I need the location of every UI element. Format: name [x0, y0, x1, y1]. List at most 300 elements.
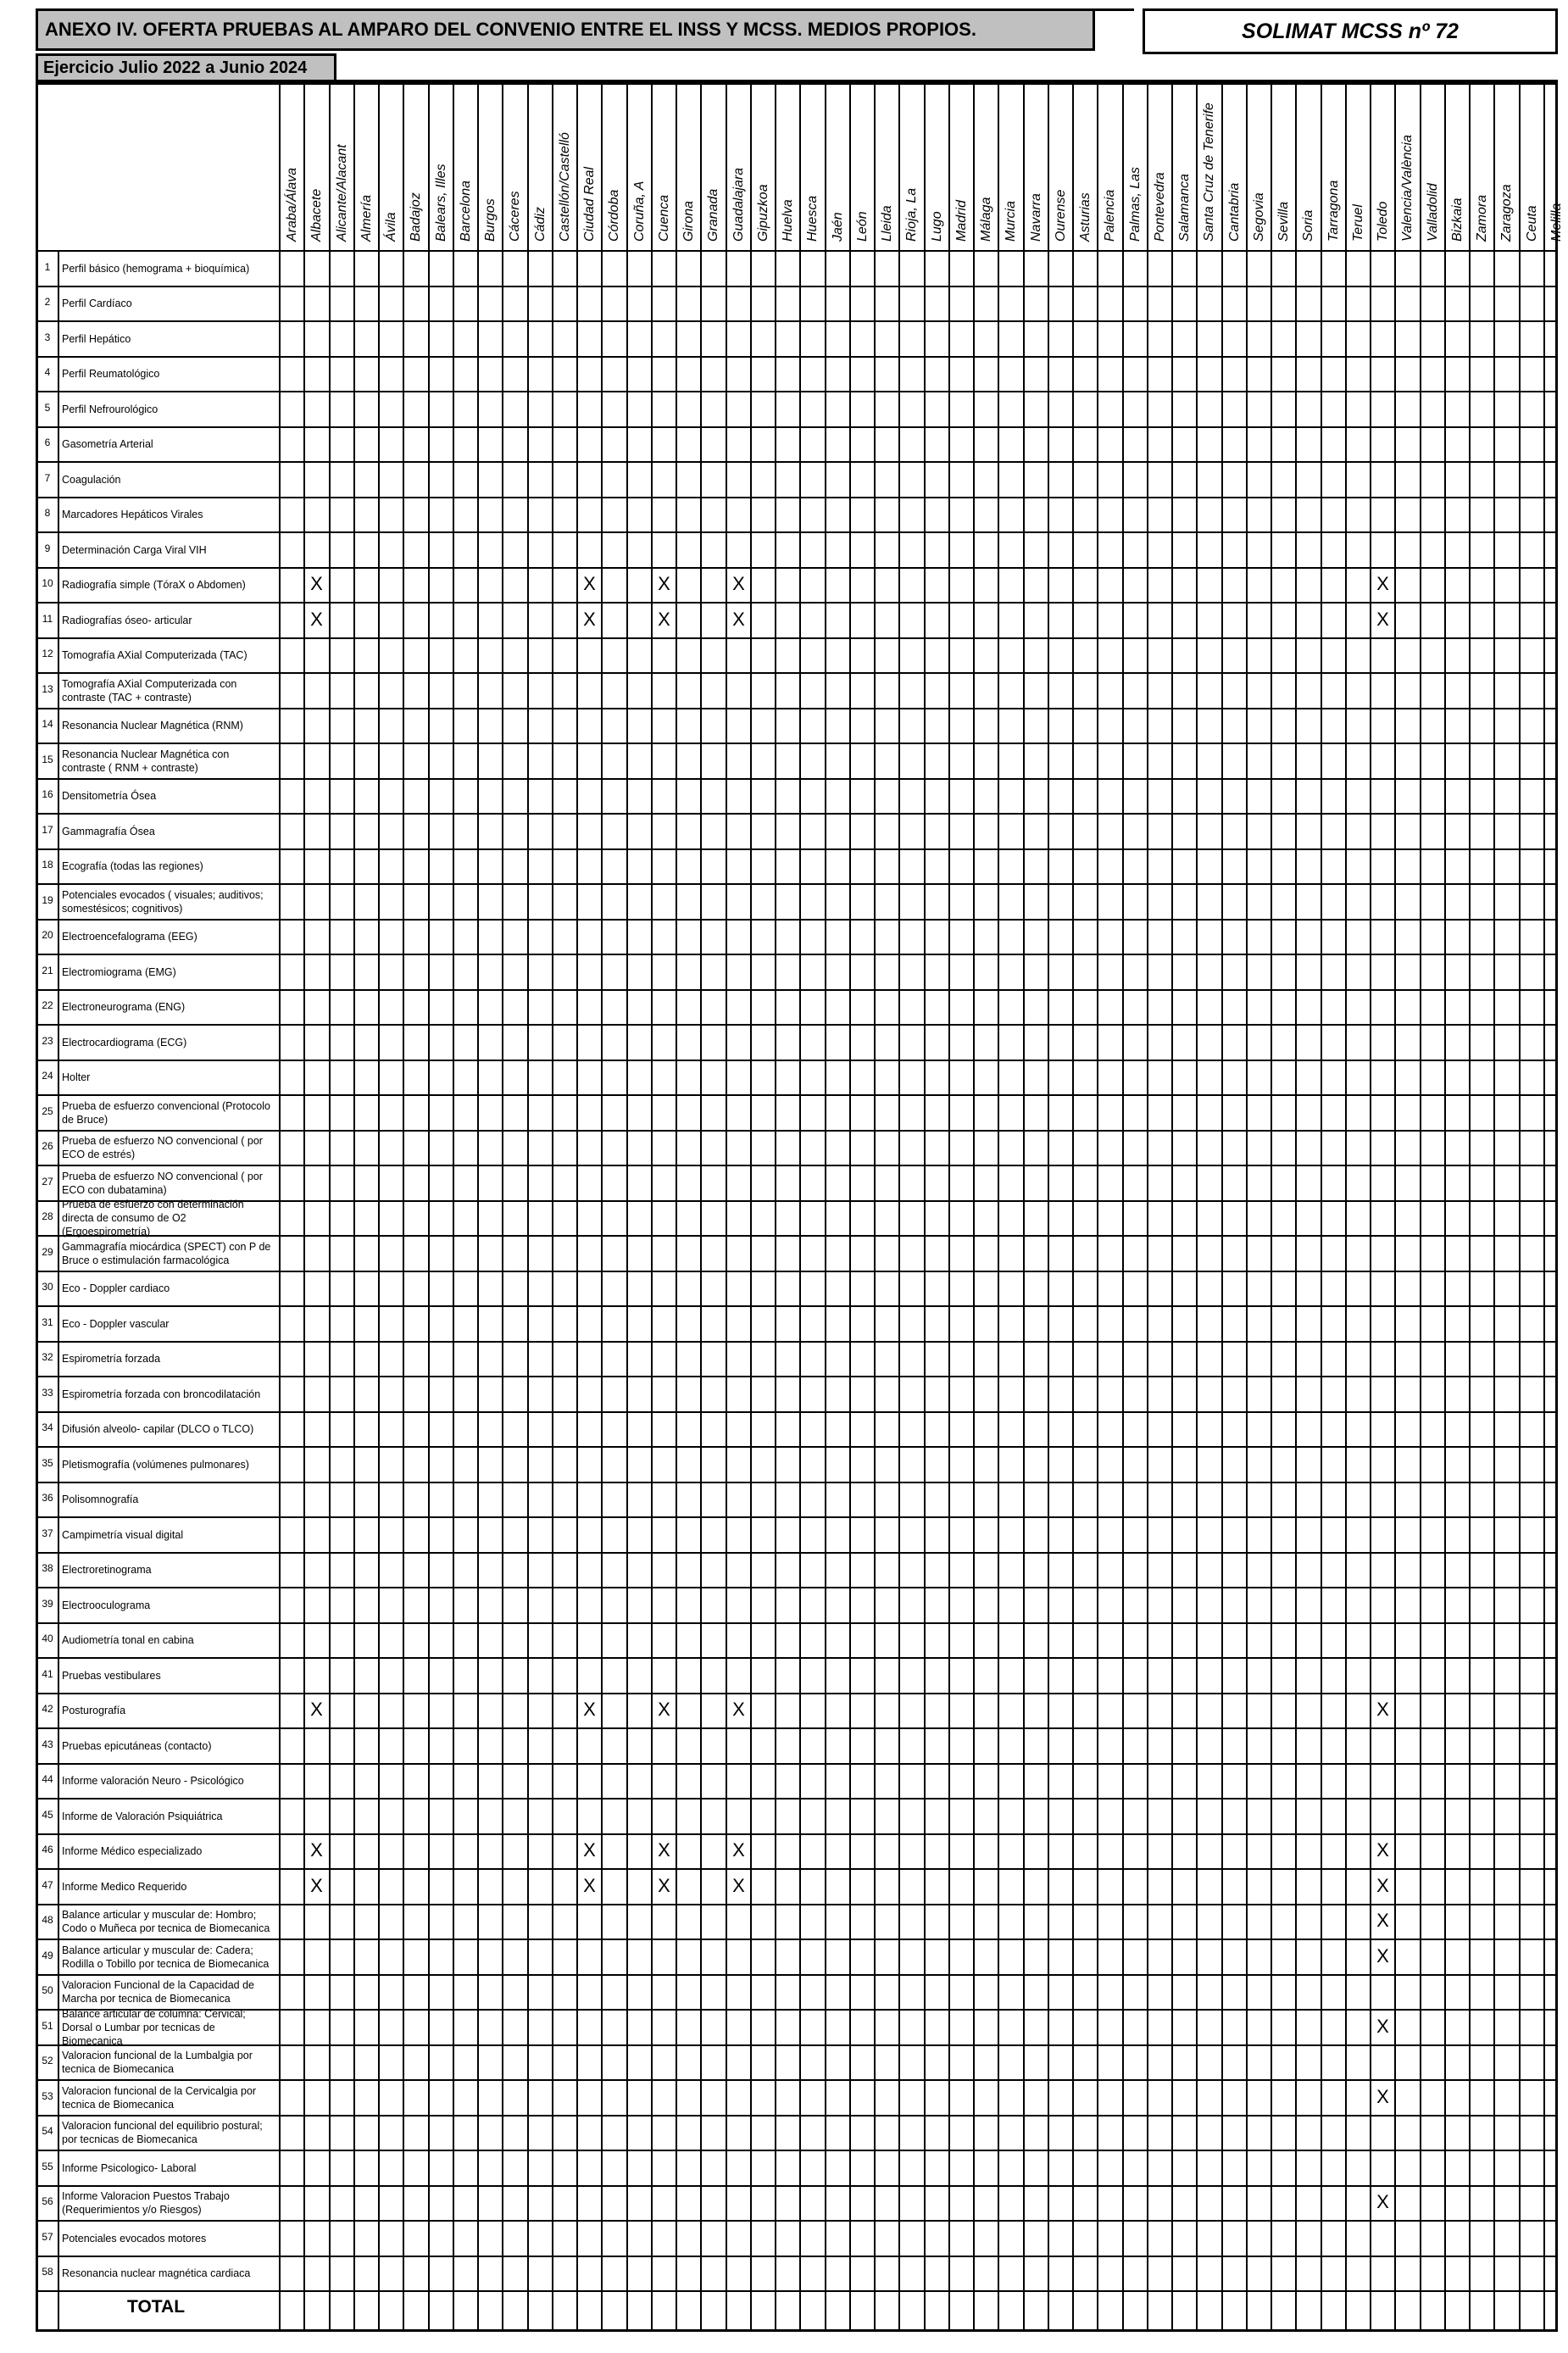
test-label: Posturografía	[62, 1705, 126, 1716]
province-name: Huesca	[805, 195, 820, 242]
row-divider	[36, 1271, 1558, 1272]
province-header	[282, 91, 301, 243]
province-header	[1274, 91, 1293, 243]
offer-mark: X	[310, 609, 323, 630]
test-label: Espirometría forzada	[62, 1353, 161, 1365]
row-divider	[36, 497, 1558, 498]
test-label: Perfil básico (hemograma + bioquímica)	[62, 263, 250, 275]
offer-mark: X	[658, 573, 670, 594]
offer-mark: X	[658, 1699, 670, 1720]
province-header	[1398, 91, 1416, 243]
province-column-divider	[1196, 82, 1198, 2332]
province-column-divider	[1370, 82, 1371, 2332]
row-divider	[36, 1833, 1558, 1835]
province-column-divider	[750, 82, 752, 2332]
test-label: Electroretinograma	[62, 1564, 152, 1576]
province-column-divider	[601, 82, 603, 2332]
province-column-divider	[428, 82, 430, 2332]
province-column-divider	[799, 82, 801, 2332]
province-column-divider	[1048, 82, 1049, 2332]
province-header	[1324, 91, 1343, 243]
province-name: Balears, Illes	[434, 164, 448, 242]
row-divider	[36, 1305, 1558, 1307]
province-name: Gipuzkoa	[756, 184, 770, 242]
province-column-divider	[651, 82, 653, 2332]
row-divider	[36, 919, 1558, 921]
row-number: 8	[44, 507, 51, 519]
province-header	[431, 91, 450, 243]
province-column-divider	[998, 82, 999, 2332]
offer-mark: X	[583, 1839, 596, 1861]
province-column-divider	[924, 82, 926, 2332]
province-column-divider	[1493, 82, 1495, 2332]
period-label: Ejercicio Julio 2022 a Junio 2024	[36, 53, 336, 82]
province-column-divider	[626, 82, 628, 2332]
offer-mark: X	[583, 573, 596, 594]
province-column-divider	[1420, 82, 1421, 2332]
province-header	[406, 91, 425, 243]
province-column-divider	[1271, 82, 1272, 2332]
province-name: Almería	[359, 194, 374, 242]
test-label: Resonancia Nuclear Magnética con contraste ( RNM + contraste)	[62, 748, 230, 774]
row-number: 1	[44, 261, 51, 273]
row-number: 21	[42, 965, 53, 976]
test-label: Campimetría visual digital	[62, 1529, 184, 1541]
test-label: Perfil Reumatológico	[62, 368, 160, 380]
row-number: 31	[42, 1316, 53, 1328]
province-header	[604, 91, 623, 243]
row-number: 25	[42, 1105, 53, 1117]
province-column-divider	[378, 82, 380, 2332]
row-divider	[36, 1657, 1558, 1659]
province-name: Burgos	[483, 198, 498, 242]
row-divider	[36, 1376, 1558, 1377]
province-column-divider	[477, 82, 479, 2332]
row-number: 4	[44, 366, 51, 378]
row-divider	[36, 1868, 1558, 1870]
offer-mark: X	[1376, 1875, 1389, 1896]
test-label: Valoracion funcional del equilibrio postural; por tecnicas de Biomecanica	[62, 2120, 263, 2145]
province-header	[307, 91, 325, 243]
row-divider	[36, 2079, 1558, 2081]
province-column-divider	[874, 82, 876, 2332]
test-label: Balance articular de columna: Cervical; Dorsal o Lumbar por tecnicas de Biomecanica	[62, 2008, 246, 2047]
row-number: 47	[42, 1879, 53, 1891]
row-divider	[36, 1516, 1558, 1518]
row-number: 32	[42, 1351, 53, 1363]
province-name: Asturias	[1078, 192, 1093, 242]
row-number: 45	[42, 1809, 53, 1821]
province-name: Córdoba	[607, 189, 621, 242]
offer-mark: X	[1376, 1839, 1389, 1861]
row-divider	[36, 1727, 1558, 1729]
province-header	[753, 91, 772, 243]
row-number: 9	[44, 542, 51, 554]
row-number: 50	[42, 1984, 53, 1996]
row-divider	[36, 1165, 1558, 1166]
row-number: 7	[44, 472, 51, 484]
row-number: 53	[42, 2090, 53, 2102]
province-header	[729, 91, 748, 243]
province-header	[1472, 91, 1491, 243]
province-name: Segovia	[1252, 192, 1266, 242]
province-column-divider	[1295, 82, 1297, 2332]
offer-mark: X	[310, 1699, 323, 1720]
province-column-divider	[576, 82, 578, 2332]
province-header	[1298, 91, 1317, 243]
row-divider	[36, 2115, 1558, 2117]
row-divider	[36, 813, 1558, 815]
province-header	[778, 91, 797, 243]
row-number: 30	[42, 1281, 53, 1293]
province-header	[630, 91, 648, 243]
test-label: Valoracion funcional de la Lumbalgia por tecnica de Biomecanica	[62, 2050, 253, 2075]
province-name: Valladolid	[1426, 183, 1440, 242]
province-header	[902, 91, 920, 243]
row-divider	[36, 1446, 1558, 1448]
test-label: Radiografías óseo- articular	[62, 615, 192, 626]
province-column-divider	[353, 82, 355, 2332]
province-column-divider	[1246, 82, 1248, 2332]
province-column-divider	[726, 82, 727, 2332]
row-divider	[36, 426, 1558, 428]
province-column-divider	[303, 82, 305, 2332]
header-divider	[36, 250, 1558, 252]
test-label: Resonancia Nuclear Magnética (RNM)	[62, 720, 243, 731]
row-number: 34	[42, 1421, 53, 1433]
province-name: Castellón/Castelló	[558, 132, 572, 242]
row-divider	[36, 2290, 1558, 2292]
province-column-divider	[527, 82, 529, 2332]
province-header	[505, 91, 524, 243]
province-name: Zaragoza	[1499, 184, 1514, 242]
province-header	[481, 91, 499, 243]
test-label: Audiometría tonal en cabina	[62, 1634, 194, 1646]
test-label: Informe Valoracion Puestos Trabajo (Requerimientos y/o Riesgos)	[62, 2190, 230, 2216]
province-name: Soria	[1301, 209, 1315, 242]
test-label: Determinación Carga Viral VIH	[62, 544, 207, 556]
test-label: Electroneurograma (ENG)	[62, 1001, 186, 1013]
row-divider	[36, 602, 1558, 604]
test-label: Prueba de esfuerzo NO convencional ( por ECO con dubatamina)	[62, 1171, 263, 1196]
province-column-divider	[676, 82, 677, 2332]
test-label: Densitometría Ósea	[62, 790, 157, 802]
offer-mark: X	[310, 1839, 323, 1861]
document-code: SOLIMAT MCSS nº 72	[1143, 8, 1558, 54]
test-label: Perfil Hepático	[62, 333, 131, 345]
province-header	[1076, 91, 1094, 243]
row-number: 5	[44, 402, 51, 414]
offer-mark: X	[1376, 1945, 1389, 1966]
row-number: 44	[42, 1773, 53, 1785]
test-label: Balance articular y muscular de: Cadera; Rodilla o Tobillo por tecnica de Biomecanica	[62, 1944, 270, 1970]
row-number: 10	[42, 577, 53, 589]
province-header	[877, 91, 896, 243]
province-header	[1026, 91, 1045, 243]
province-name: Ciudad Real	[582, 166, 597, 242]
province-name: Ceuta	[1525, 205, 1539, 242]
test-label: Valoracion funcional de la Cervicalgia por tecnica de Biomecanica	[62, 2085, 257, 2111]
province-column-divider	[403, 82, 404, 2332]
row-divider	[36, 954, 1558, 955]
province-name: Toledo	[1376, 201, 1390, 242]
province-name: Palmas, Las	[1128, 166, 1143, 242]
province-header	[803, 91, 821, 243]
offer-mark: X	[732, 1699, 745, 1720]
province-header	[332, 91, 351, 243]
province-header	[555, 91, 574, 243]
province-name: Araba/Álava	[285, 167, 299, 242]
test-label: Eco - Doppler cardiaco	[62, 1282, 170, 1294]
province-name: Jaén	[831, 212, 845, 242]
row-divider	[36, 461, 1558, 463]
row-divider	[36, 989, 1558, 991]
province-header	[1348, 91, 1367, 243]
offer-mark: X	[1376, 1910, 1389, 1931]
test-label: Informe Medico Requerido	[62, 1881, 187, 1893]
offer-mark: X	[732, 1839, 745, 1861]
row-number: 19	[42, 894, 53, 906]
offer-mark: X	[310, 573, 323, 594]
row-number: 28	[42, 1210, 53, 1222]
row-divider	[36, 286, 1558, 287]
row-number: 57	[42, 2231, 53, 2243]
test-label: Informe valoración Neuro - Psicológico	[62, 1775, 244, 1787]
number-column-divider	[58, 250, 59, 2332]
row-divider	[36, 1341, 1558, 1343]
row-number: 24	[42, 1070, 53, 1082]
offer-mark: X	[1376, 609, 1389, 630]
province-column-divider	[825, 82, 826, 2332]
province-column-divider	[973, 82, 975, 2332]
province-name: Rioja, La	[904, 187, 919, 242]
offer-mark: X	[1376, 1699, 1389, 1720]
province-name: Santa Cruz de Tenerife	[1202, 103, 1216, 242]
row-number: 58	[42, 2266, 53, 2278]
test-label: Coagulación	[62, 474, 121, 486]
province-column-divider	[1519, 82, 1521, 2332]
test-label: Perfil Cardíaco	[62, 298, 132, 309]
row-number: 38	[42, 1562, 53, 1574]
province-header	[1249, 91, 1268, 243]
province-name: Valencia/València	[1400, 134, 1415, 242]
row-number: 13	[42, 683, 53, 695]
province-column-divider	[898, 82, 900, 2332]
province-name: Teruel	[1351, 204, 1365, 242]
row-number: 33	[42, 1387, 53, 1399]
province-column-divider	[453, 82, 454, 2332]
row-divider	[36, 531, 1558, 533]
row-number: 14	[42, 718, 53, 730]
row-divider	[36, 2220, 1558, 2222]
row-divider	[36, 2150, 1558, 2151]
province-header	[703, 91, 722, 243]
province-column-divider	[1321, 82, 1322, 2332]
province-column-divider	[849, 82, 851, 2332]
province-header	[976, 91, 995, 243]
province-column-divider	[1097, 82, 1098, 2332]
row-divider	[36, 672, 1558, 674]
offer-mark: X	[1376, 573, 1389, 594]
test-label: Gammagrafía Ósea	[62, 826, 155, 837]
offer-mark: X	[1376, 2191, 1389, 2212]
province-column-divider	[1171, 82, 1173, 2332]
province-header	[654, 91, 673, 243]
offer-mark: X	[310, 1875, 323, 1896]
province-header	[1225, 91, 1243, 243]
test-label: Valoracion Funcional de la Capacidad de Marcha por tecnica de Biomecanica	[62, 1979, 255, 2005]
offer-mark: X	[658, 609, 670, 630]
row-divider	[36, 637, 1558, 639]
row-divider	[36, 2256, 1558, 2257]
row-number: 27	[42, 1176, 53, 1188]
row-divider	[36, 1939, 1558, 1940]
row-divider	[36, 1552, 1558, 1554]
province-name: Lugo	[930, 211, 944, 242]
province-header	[1199, 91, 1218, 243]
row-divider	[36, 1763, 1558, 1765]
offer-mark: X	[732, 609, 745, 630]
test-label: Prueba de esfuerzo NO convencional ( por ECO de estrés)	[62, 1135, 263, 1160]
test-label: Balance articular y muscular de: Hombro; Codo o Muñeca por tecnica de Biomecanica	[62, 1909, 270, 1934]
province-column-divider	[700, 82, 702, 2332]
test-label: Pruebas epicutáneas (contacto)	[62, 1740, 212, 1752]
offer-mark: X	[1376, 2086, 1389, 2107]
test-label: Marcadores Hepáticos Virales	[62, 509, 203, 520]
offer-mark: X	[1376, 2016, 1389, 2037]
test-label: Informe Médico especializado	[62, 1845, 203, 1857]
province-header	[853, 91, 871, 243]
row-number: 41	[42, 1668, 53, 1680]
test-label: Perfil Nefrourológico	[62, 403, 158, 415]
row-divider	[36, 1060, 1558, 1061]
row-number: 54	[42, 2125, 53, 2137]
test-label: Gammagrafía miocárdica (SPECT) con P de Bruce o estimulación farmacológica	[62, 1241, 271, 1266]
province-name: León	[855, 211, 870, 242]
row-number: 15	[42, 754, 53, 765]
row-number: 39	[42, 1598, 53, 1610]
row-divider	[36, 743, 1558, 744]
province-column-divider	[948, 82, 950, 2332]
province-header	[1448, 91, 1466, 243]
province-name: Guadalajara	[731, 167, 746, 242]
row-divider	[36, 1130, 1558, 1132]
row-divider	[36, 1798, 1558, 1800]
test-label: Radiografía simple (TóraX o Abdomen)	[62, 579, 246, 591]
province-header	[927, 91, 946, 243]
row-number: 26	[42, 1140, 53, 1152]
row-divider	[36, 1024, 1558, 1026]
row-divider	[36, 1693, 1558, 1694]
test-label: Pletismografía (volúmenes pulmonares)	[62, 1459, 249, 1471]
test-label: Electrooculograma	[62, 1599, 151, 1611]
province-name: Tarragona	[1326, 180, 1341, 242]
row-number: 56	[42, 2195, 53, 2207]
row-number: 42	[42, 1703, 53, 1715]
test-label: Holter	[62, 1071, 91, 1083]
row-number: 6	[44, 437, 51, 448]
province-header	[531, 91, 549, 243]
row-number: 43	[42, 1738, 53, 1750]
row-number: 16	[42, 788, 53, 800]
row-divider	[36, 2185, 1558, 2187]
province-header	[1051, 91, 1070, 243]
province-header	[357, 91, 375, 243]
test-label: Informe de Valoración Psiquiátrica	[62, 1811, 223, 1822]
province-name: Cádiz	[533, 207, 548, 242]
row-number: 22	[42, 999, 53, 1011]
province-header	[1497, 91, 1515, 243]
row-number: 37	[42, 1527, 53, 1539]
province-name: Murcia	[1004, 200, 1018, 242]
province-header	[1547, 91, 1565, 243]
test-label: Gasometría Arterial	[62, 438, 153, 450]
row-divider	[36, 1974, 1558, 1976]
test-label: Electrocardiograma (ECG)	[62, 1037, 187, 1049]
province-header	[1001, 91, 1020, 243]
row-number: 2	[44, 296, 51, 308]
row-number: 29	[42, 1246, 53, 1258]
province-column-divider	[1444, 82, 1446, 2332]
province-column-divider	[1543, 82, 1545, 2332]
row-divider	[36, 320, 1558, 322]
province-column-divider	[552, 82, 553, 2332]
row-number: 36	[42, 1492, 53, 1504]
province-name: Zamora	[1475, 194, 1489, 242]
row-divider	[36, 1904, 1558, 1905]
province-name: Sevilla	[1276, 201, 1291, 242]
offer-mark: X	[583, 1875, 596, 1896]
row-number: 23	[42, 1035, 53, 1047]
province-column-divider	[1147, 82, 1148, 2332]
label-column-divider	[279, 82, 281, 2332]
province-column-divider	[1122, 82, 1124, 2332]
row-number: 3	[44, 331, 51, 343]
row-divider	[36, 883, 1558, 885]
row-divider	[36, 567, 1558, 569]
province-name: Madrid	[954, 200, 969, 242]
province-header	[1126, 91, 1144, 243]
test-label: Electromiograma (EMG)	[62, 966, 176, 978]
province-header	[828, 91, 847, 243]
province-header	[679, 91, 698, 243]
province-column-divider	[1221, 82, 1223, 2332]
offer-mark: X	[732, 573, 745, 594]
test-label: Prueba de esfuerzo convencional (Protocolo de Bruce)	[62, 1100, 270, 1126]
test-label: Informe Psicologico- Laboral	[62, 2162, 197, 2174]
province-name: Girona	[681, 200, 696, 242]
province-column-divider	[329, 82, 331, 2332]
province-column-divider	[502, 82, 503, 2332]
province-header	[381, 91, 400, 243]
province-header	[1373, 91, 1392, 243]
row-number: 40	[42, 1633, 53, 1644]
province-name: Bizkaia	[1450, 197, 1465, 242]
province-name: Huelva	[781, 199, 795, 242]
row-divider	[36, 391, 1558, 392]
row-number: 18	[42, 859, 53, 871]
row-number: 46	[42, 1844, 53, 1855]
offer-mark: X	[583, 1699, 596, 1720]
row-number: 55	[42, 2161, 53, 2172]
province-name: Ávila	[384, 212, 398, 242]
province-name: Albacete	[309, 188, 324, 242]
offer-mark: X	[732, 1875, 745, 1896]
province-column-divider	[1023, 82, 1025, 2332]
test-label: Potenciales evocados ( visuales; auditivos; somestésicos; cognitivos)	[62, 889, 264, 915]
province-name: Alicante/Alacant	[335, 144, 349, 242]
province-column-divider	[775, 82, 776, 2332]
